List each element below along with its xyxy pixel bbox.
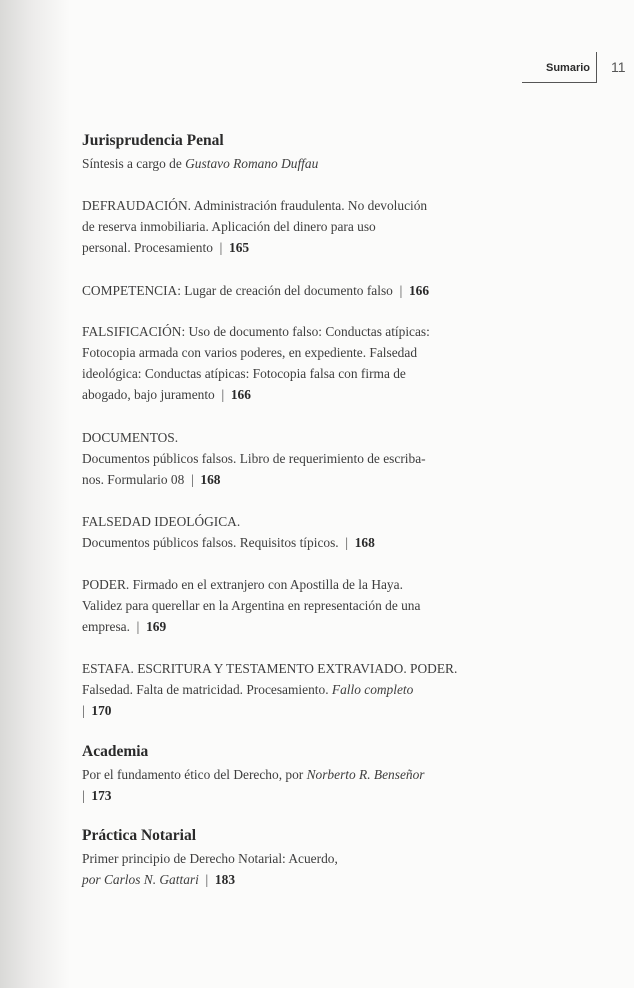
section-practica-notarial[interactable] [82,826,482,890]
entry-line: Primer principio de Derecho Notarial: Acuerdo, [82,851,338,866]
toc-entry-estafa[interactable] [82,658,482,721]
entry-line: DEFRAUDACIÓN. Administración fraudulenta. No devolución [82,198,428,213]
section-title: Academia [82,743,149,760]
entry-text: COMPETENCIA: Lugar de creación del documento falso [82,283,393,298]
entry-line [82,616,482,637]
entry-line [82,532,482,553]
toc-entry-competencia[interactable] [82,280,482,301]
entry-author: Norberto R. Benseñor [306,767,425,782]
entry-line: ideológica: Conductas atípicas: Fotocopia falsa con firma de [82,366,406,381]
page-gutter-shadow [0,0,70,988]
separator: | [345,535,349,550]
page-ref: 166 [408,283,430,298]
toc-entry-falsificacion[interactable] [82,321,482,405]
separator: | [136,619,140,634]
separator: | [219,240,223,255]
subtitle-prefix: Síntesis a cargo de [82,156,186,171]
entry-line [82,280,482,301]
entry-line [82,469,482,490]
separator: | [82,788,85,803]
section-title: Práctica Notarial [82,827,197,844]
page-ref: 168 [200,472,221,487]
entry-line [82,384,482,405]
running-header [520,58,634,86]
fallo-completo-label: Fallo completo [331,682,414,697]
entry-text: personal. Procesamiento [82,240,213,255]
entry-line [82,869,482,890]
entry-line [82,785,482,806]
subtitle-author: Gustavo Romano Duffau [185,156,319,171]
page-ref: 170 [91,703,112,718]
entry-line: DOCUMENTOS. [82,430,179,445]
separator: | [399,283,403,298]
page-ref: 169 [146,619,167,634]
page-ref: 165 [229,240,250,255]
header-rule [522,82,596,83]
toc-entry-defraudacion[interactable] [82,195,482,258]
entry-line [82,700,482,721]
entry-line: FALSIFICACIÓN: Uso de documento falso: Conductas atípicas: [82,324,430,339]
entry-text: Documentos públicos falsos. Requisitos típicos. [82,535,339,550]
entry-text: abogado, bajo juramento [82,387,215,402]
toc-entry-documentos[interactable] [82,427,482,490]
entry-text: Por el fundamento ético del Derecho, por [82,767,307,782]
section-subtitle [82,153,482,174]
entry-line [82,237,482,258]
page-ref: 183 [214,872,236,887]
header-divider [596,52,597,83]
page-ref: 173 [91,788,112,803]
page-number: 11 [611,59,626,75]
section-academia[interactable] [82,742,482,806]
entry-line: Documentos públicos falsos. Libro de requerimiento de escriba- [82,451,426,466]
entry-line [82,764,482,785]
entry-line [82,679,482,700]
entry-line: PODER. Firmado en el extranjero con Apostilla de la Haya. [82,577,403,592]
section-label: Sumario [545,62,590,74]
separator: | [221,387,225,402]
entry-line: de reserva inmobiliaria. Aplicación del dinero para uso [82,219,376,234]
entry-line: Fotocopia armada con varios poderes, en expediente. Falsedad [82,345,418,360]
toc-entry-poder[interactable] [82,574,482,637]
page-ref: 168 [354,535,375,550]
separator: | [82,703,85,718]
entry-text: nos. Formulario 08 [82,472,185,487]
section-title: Jurisprudencia Penal [82,132,224,149]
entry-line: FALSEDAD IDEOLÓGICA. [82,514,241,529]
page-ref: 166 [230,387,251,402]
entry-author: por Carlos N. Gattari [82,872,199,887]
entry-line: ESTAFA. ESCRITURA Y TESTAMENTO EXTRAVIADO. PODER. [82,661,458,676]
separator: | [191,472,194,487]
entry-line: Validez para querellar en la Argentina en representación de una [82,598,421,613]
separator: | [205,872,209,887]
entry-text: Falsedad. Falta de matricidad. Procesamiento. [82,682,332,697]
section-jurisprudencia [82,131,482,174]
toc-entry-falsedad-ideologica[interactable] [82,511,482,553]
entry-text: empresa. [82,619,130,634]
